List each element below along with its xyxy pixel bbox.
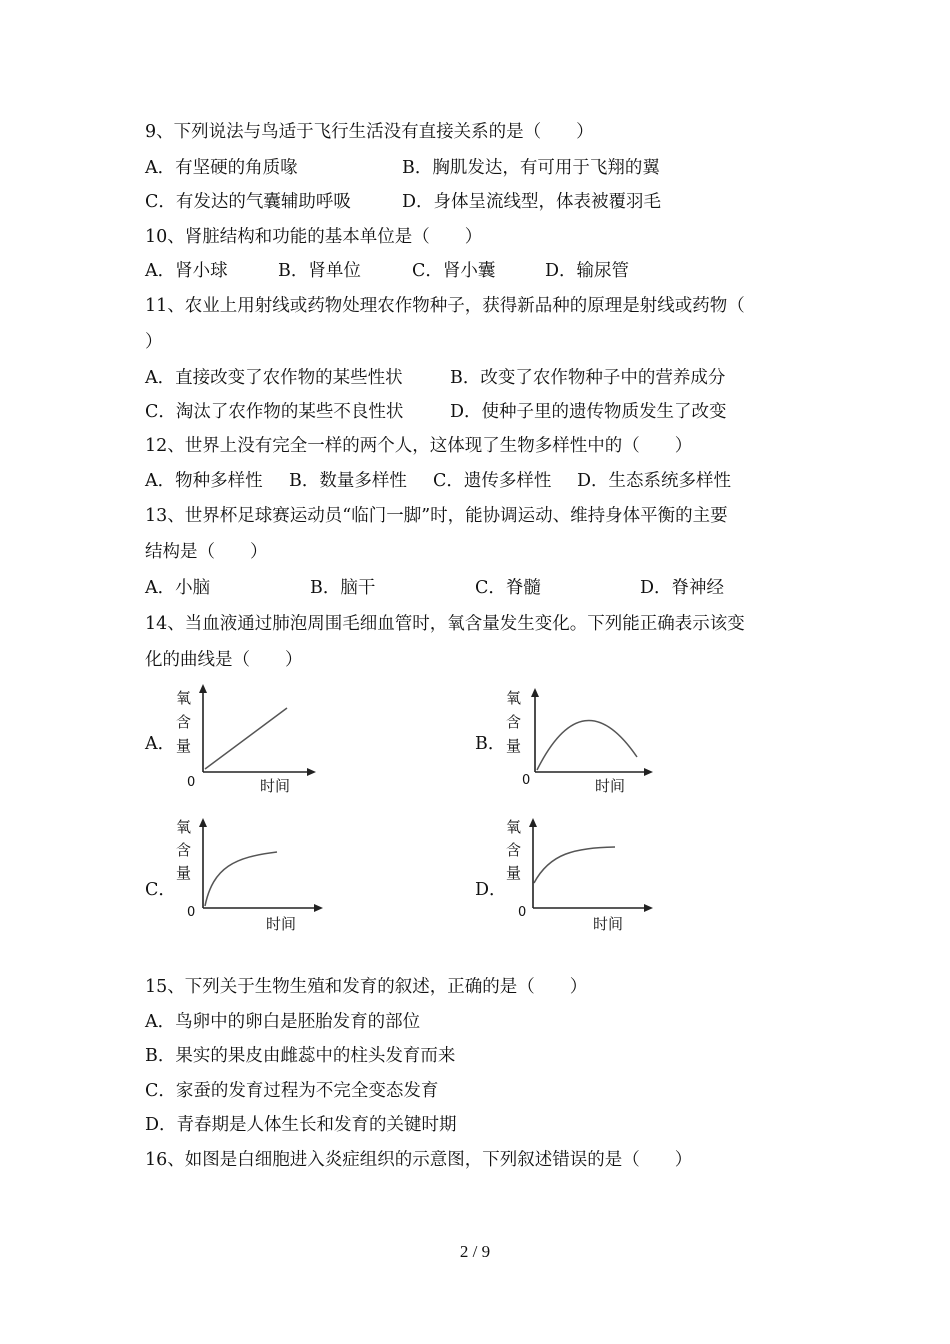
q11-option-a: A．直接改变了农作物的某些性状: [145, 368, 403, 388]
q12-option-c: C．遗传多样性: [433, 471, 552, 491]
graph-d: [495, 815, 665, 940]
q13-option-d: D．脊神经: [640, 578, 725, 598]
graph-b-y-arrow: [531, 688, 539, 697]
q13-option-b: B．脑干: [310, 578, 376, 598]
graph-b-ylabel-1: 氧: [506, 689, 522, 707]
graph-b-origin: 0: [522, 773, 531, 788]
graph-c-ylabel-3: 量: [176, 864, 192, 882]
q10-option-a: A．肾小球: [145, 261, 228, 281]
q13-stem-line2: 结构是（ ）: [145, 542, 268, 562]
graph-c-xlabel: 时间: [266, 915, 297, 933]
q15-option-c: C．家蚕的发育过程为不完全变态发育: [145, 1081, 439, 1101]
graph-d-x-arrow: [644, 904, 653, 912]
q9-option-d: D．身体呈流线型，体表被覆羽毛: [402, 192, 662, 212]
q10-stem: 10、肾脏结构和功能的基本单位是（ ）: [145, 227, 483, 247]
q16-stem: 16、如图是白细胞进入炎症组织的示意图，下列叙述错误的是（ ）: [145, 1150, 693, 1170]
q13-stem-line1: 13、世界杯足球赛运动员“临门一脚”时，能协调运动、维持身体平衡的主要: [145, 506, 728, 526]
q10-option-b: B．肾单位: [278, 261, 361, 281]
q14-stem-line2: 化的曲线是（ ）: [145, 650, 303, 670]
graph-a-origin: 0: [187, 775, 196, 790]
graph-c-curve: [205, 852, 277, 906]
q12-option-d: D．生态系统多样性: [577, 471, 732, 491]
graph-a-ylabel-1: 氧: [176, 689, 192, 707]
q9-stem: 9、下列说法与鸟适于飞行生活没有直接关系的是（ ）: [145, 122, 594, 142]
q9-option-a: A．有坚硬的角质喙: [145, 158, 298, 178]
graph-b-ylabel-2: 含: [506, 713, 522, 731]
graph-d-label: D．: [475, 880, 507, 900]
q11-option-b: B．改变了农作物种子中的营养成分: [450, 368, 726, 388]
graph-a-y-arrow: [199, 684, 207, 693]
graph-c-ylabel-1: 氧: [176, 818, 192, 836]
graph-c: [165, 815, 335, 940]
q11-option-c: C．淘汰了农作物的某些不良性状: [145, 402, 404, 422]
graph-d-ylabel-1: 氧: [506, 818, 522, 836]
q10-option-c: C．肾小囊: [412, 261, 496, 281]
q9-option-c: C．有发达的气囊辅助呼吸: [145, 192, 351, 212]
page-number: 2 / 9: [459, 1242, 491, 1261]
q13-option-c: C．脊髓: [475, 578, 541, 598]
q10-option-d: D．输尿管: [545, 261, 630, 281]
q15-option-d: D．青春期是人体生长和发育的关键时期: [145, 1115, 457, 1135]
graph-c-label: C．: [145, 880, 176, 900]
graph-d-ylabel-3: 量: [506, 864, 522, 882]
graph-a-ylabel-2: 含: [176, 713, 192, 731]
graph-d-curve: [534, 847, 615, 883]
q15-option-a: A．鸟卵中的卵白是胚胎发育的部位: [145, 1012, 421, 1032]
q14-stem-line1: 14、当血液通过肺泡周围毛细血管时，氧含量发生变化。下列能正确表示该变: [145, 614, 745, 634]
graph-d-ylabel-2: 含: [506, 841, 522, 859]
q12-option-a: A．物种多样性: [145, 471, 263, 491]
q15-stem: 15、下列关于生物生殖和发育的叙述，正确的是（ ）: [145, 977, 588, 997]
graph-d-xlabel: 时间: [593, 915, 624, 933]
graph-c-x-arrow: [314, 904, 323, 912]
graph-b-label: B．: [475, 734, 506, 754]
graph-a-curve: [205, 708, 287, 769]
graph-a: [165, 680, 335, 800]
graph-b-ylabel-3: 量: [506, 737, 522, 755]
q12-stem: 12、世界上没有完全一样的两个人，这体现了生物多样性中的（ ）: [145, 436, 693, 456]
q12-option-b: B．数量多样性: [289, 471, 407, 491]
graph-a-x-arrow: [307, 768, 316, 776]
graph-c-y-arrow: [199, 818, 207, 827]
graph-c-ylabel-2: 含: [176, 841, 192, 859]
graph-b-xlabel: 时间: [595, 777, 626, 795]
q11-stem-line1: 11、农业上用射线或药物处理农作物种子，获得新品种的原理是射线或药物（: [145, 296, 745, 316]
graph-a-xlabel: 时间: [260, 777, 291, 795]
q9-option-b: B．胸肌发达，有可用于飞翔的翼: [402, 158, 660, 178]
graph-d-y-arrow: [529, 818, 537, 827]
q11-option-d: D．使种子里的遗传物质发生了改变: [450, 402, 727, 422]
q13-option-a: A．小脑: [145, 578, 211, 598]
graph-b-curve: [537, 721, 637, 770]
graph-d-origin: 0: [518, 905, 527, 920]
graph-b-x-arrow: [644, 768, 653, 776]
q15-option-b: B．果实的果皮由雌蕊中的柱头发育而来: [145, 1046, 456, 1066]
graph-c-origin: 0: [187, 905, 196, 920]
graph-b: [495, 680, 665, 800]
graph-a-label: A．: [145, 734, 176, 754]
q11-stem-line2: ）: [145, 332, 163, 352]
graph-a-ylabel-3: 量: [176, 737, 192, 755]
